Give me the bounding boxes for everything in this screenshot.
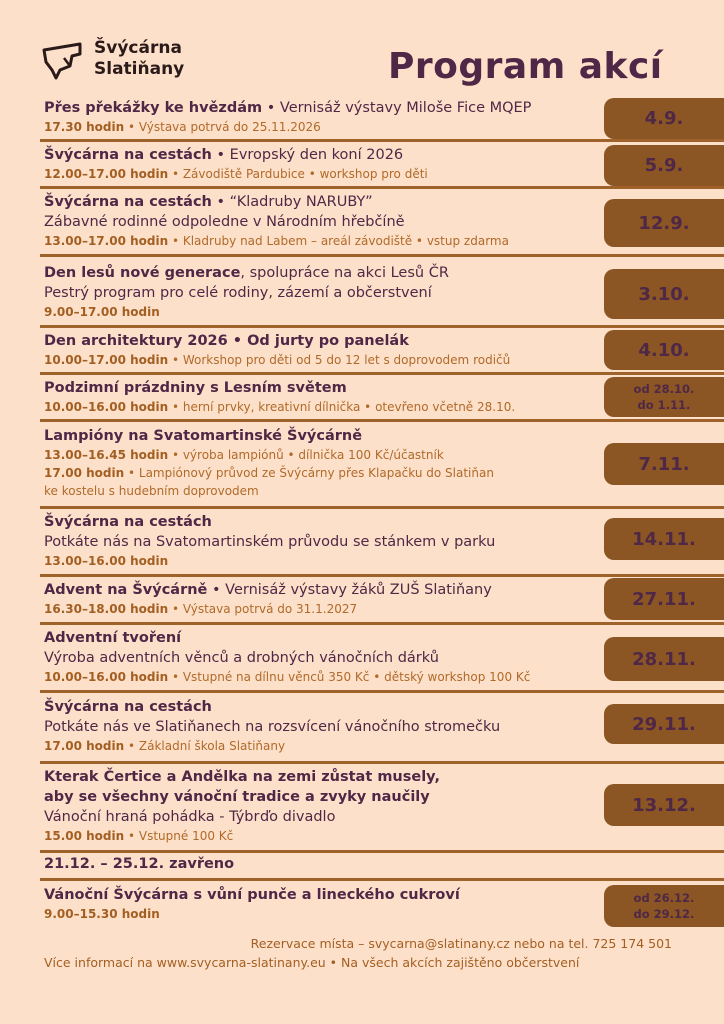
event-hours: 17.00 hodin xyxy=(44,739,125,753)
logo-icon xyxy=(42,40,88,80)
event-hours: 10.00–17.00 hodin xyxy=(44,353,169,367)
event-details: • Vstupné na dílnu věnců 350 Kč • dětský workshop 100 Kč xyxy=(168,670,531,684)
date-badge: 13.12. xyxy=(604,784,724,826)
event-name: Advent na Švýcárně xyxy=(44,582,208,598)
event-hours: 12.00–17.00 hodin xyxy=(44,167,169,181)
event-description: Vánoční hraná pohádka - Týbrďo divadlo xyxy=(44,809,336,825)
event-name: Švýcárna na cestách xyxy=(44,699,212,715)
date-badge: 28.11. xyxy=(604,637,724,681)
event-subtitle: , spolupráce na akci Lesů ČR xyxy=(240,265,449,281)
event-hours: 9.00–17.00 hodin xyxy=(44,305,160,319)
event-details: • Závodiště Pardubice • workshop pro děti xyxy=(168,167,428,181)
event-subtitle: • “Kladruby NARUBY” xyxy=(211,194,373,210)
event-name: Vánoční Švýcárna s vůní punče a lineckého cukroví xyxy=(44,887,460,903)
date-badge xyxy=(604,885,724,927)
event-hours: 10.00–16.00 hodin xyxy=(44,400,169,414)
event-hours: 15.00 hodin xyxy=(44,829,125,843)
event-description: Zábavné rodinné odpoledne v Národním hřebčíně xyxy=(44,214,405,230)
date-to: do 29.12. xyxy=(633,907,695,921)
event-hours: 13.00–17.00 hodin xyxy=(44,234,169,248)
divider xyxy=(40,186,724,189)
logo-text xyxy=(94,38,184,80)
date-badge: 4.10. xyxy=(604,330,724,370)
closed-notice: 21.12. – 25.12. zavřeno xyxy=(44,856,235,872)
event-description: Potkáte nás ve Slatiňanech na rozsvícení vánočního stromečku xyxy=(44,719,501,735)
date-from: od 28.10. xyxy=(633,382,695,396)
event-details: • Základní škola Slatiňany xyxy=(124,739,286,753)
event-details: • Vstupné 100 Kč xyxy=(124,829,234,843)
date-badge: 12.9. xyxy=(604,199,724,247)
divider xyxy=(40,139,724,142)
date-badge: 14.11. xyxy=(604,518,724,560)
date-badge: 4.9. xyxy=(604,98,724,139)
date-badge: 3.10. xyxy=(604,269,724,319)
event-description: Potkáte nás na Svatomartinském průvodu se stánkem v parku xyxy=(44,534,496,550)
divider xyxy=(40,506,724,509)
date-from: od 26.12. xyxy=(633,891,695,905)
event-name: Den lesů nové generace xyxy=(44,265,241,281)
divider xyxy=(40,690,724,693)
event-name: Švýcárna na cestách xyxy=(44,194,212,210)
event-details: • Lampiónový průvod ze Švýcárny přes Klapačku do Slatiňan xyxy=(124,466,494,480)
logo-line-2: Slatiňany xyxy=(94,59,185,79)
date-badge: 27.11. xyxy=(604,578,724,620)
divider xyxy=(40,850,724,853)
divider xyxy=(40,372,724,375)
event-details: • Výstava potrvá do 25.11.2026 xyxy=(124,120,321,134)
event-hours: 13.00–16.45 hodin xyxy=(44,448,169,462)
event-name: Švýcárna na cestách xyxy=(44,514,212,530)
event-name: Den architektury 2026 • Od jurty po panelák xyxy=(44,333,409,349)
divider xyxy=(40,878,724,881)
logo xyxy=(42,38,202,84)
event-hours: 17.00 hodin xyxy=(44,466,125,480)
event-name: Podzimní prázdniny s Lesním světem xyxy=(44,380,347,396)
event-subtitle: • Vernisáž výstavy žáků ZUŠ Slatiňany xyxy=(207,582,492,598)
divider xyxy=(40,419,724,422)
event-subtitle: • Evropský den koní 2026 xyxy=(211,147,404,163)
event-meta: ke kostelu s hudebním doprovodem xyxy=(44,484,259,498)
logo-line-1: Švýcárna xyxy=(94,38,182,58)
event-details: • Workshop pro děti od 5 do 12 let s doprovodem rodičů xyxy=(168,353,511,367)
event-hours: 9.00–15.30 hodin xyxy=(44,907,160,921)
event-hours: 16.30–18.00 hodin xyxy=(44,602,169,616)
date-badge: 5.9. xyxy=(604,145,724,186)
divider xyxy=(40,574,724,577)
page-title: Program akcí xyxy=(388,46,663,87)
event-name: Přes překážky ke hvězdám xyxy=(44,100,263,116)
event-name: Kterak Čertice a Andělka na zemi zůstat musely, xyxy=(44,769,441,785)
event-name: Švýcárna na cestách xyxy=(44,147,212,163)
event-name: Lampióny na Svatomartinské Švýcárně xyxy=(44,428,363,444)
event-details: • výroba lampiónů • dílnička 100 Kč/účastník xyxy=(168,448,444,462)
event-title-line-2: aby se všechny vánoční tradice a zvyky naučily xyxy=(44,789,430,805)
divider xyxy=(40,254,724,257)
event-hours: 10.00–16.00 hodin xyxy=(44,670,169,684)
date-badge: 7.11. xyxy=(604,443,724,485)
reservation-info: Rezervace místa – svycarna@slatinany.cz nebo na tel. 725 174 501 xyxy=(250,936,672,951)
date-to: do 1.11. xyxy=(637,398,691,412)
date-badge xyxy=(604,377,724,417)
event-hours: 17.30 hodin xyxy=(44,120,125,134)
event-meta xyxy=(44,827,724,845)
more-info: Více informací na www.svycarna-slatinany.eu • Na všech akcích zajištěno občerstvení xyxy=(44,955,580,970)
divider xyxy=(40,325,724,328)
divider xyxy=(40,761,724,764)
event-description: Pestrý program pro celé rodiny, zázemí a občerstvení xyxy=(44,285,432,301)
event-hours: 13.00–16.00 hodin xyxy=(44,554,169,568)
event-details: • herní prvky, kreativní dílnička • otevřeno včetně 28.10. xyxy=(168,400,516,414)
event-description: Výroba adventních věnců a drobných vánočních dárků xyxy=(44,650,439,666)
event-subtitle: • Vernisáž výstavy Miloše Fice MQEP xyxy=(262,100,532,116)
divider xyxy=(40,622,724,625)
date-badge: 29.11. xyxy=(604,704,724,744)
event-details: • Výstava potrvá do 31.1.2027 xyxy=(168,602,358,616)
event-name: Adventní tvoření xyxy=(44,630,182,646)
event-details: • Kladruby nad Labem – areál závodiště • vstup zdarma xyxy=(168,234,509,248)
footer xyxy=(44,936,672,970)
